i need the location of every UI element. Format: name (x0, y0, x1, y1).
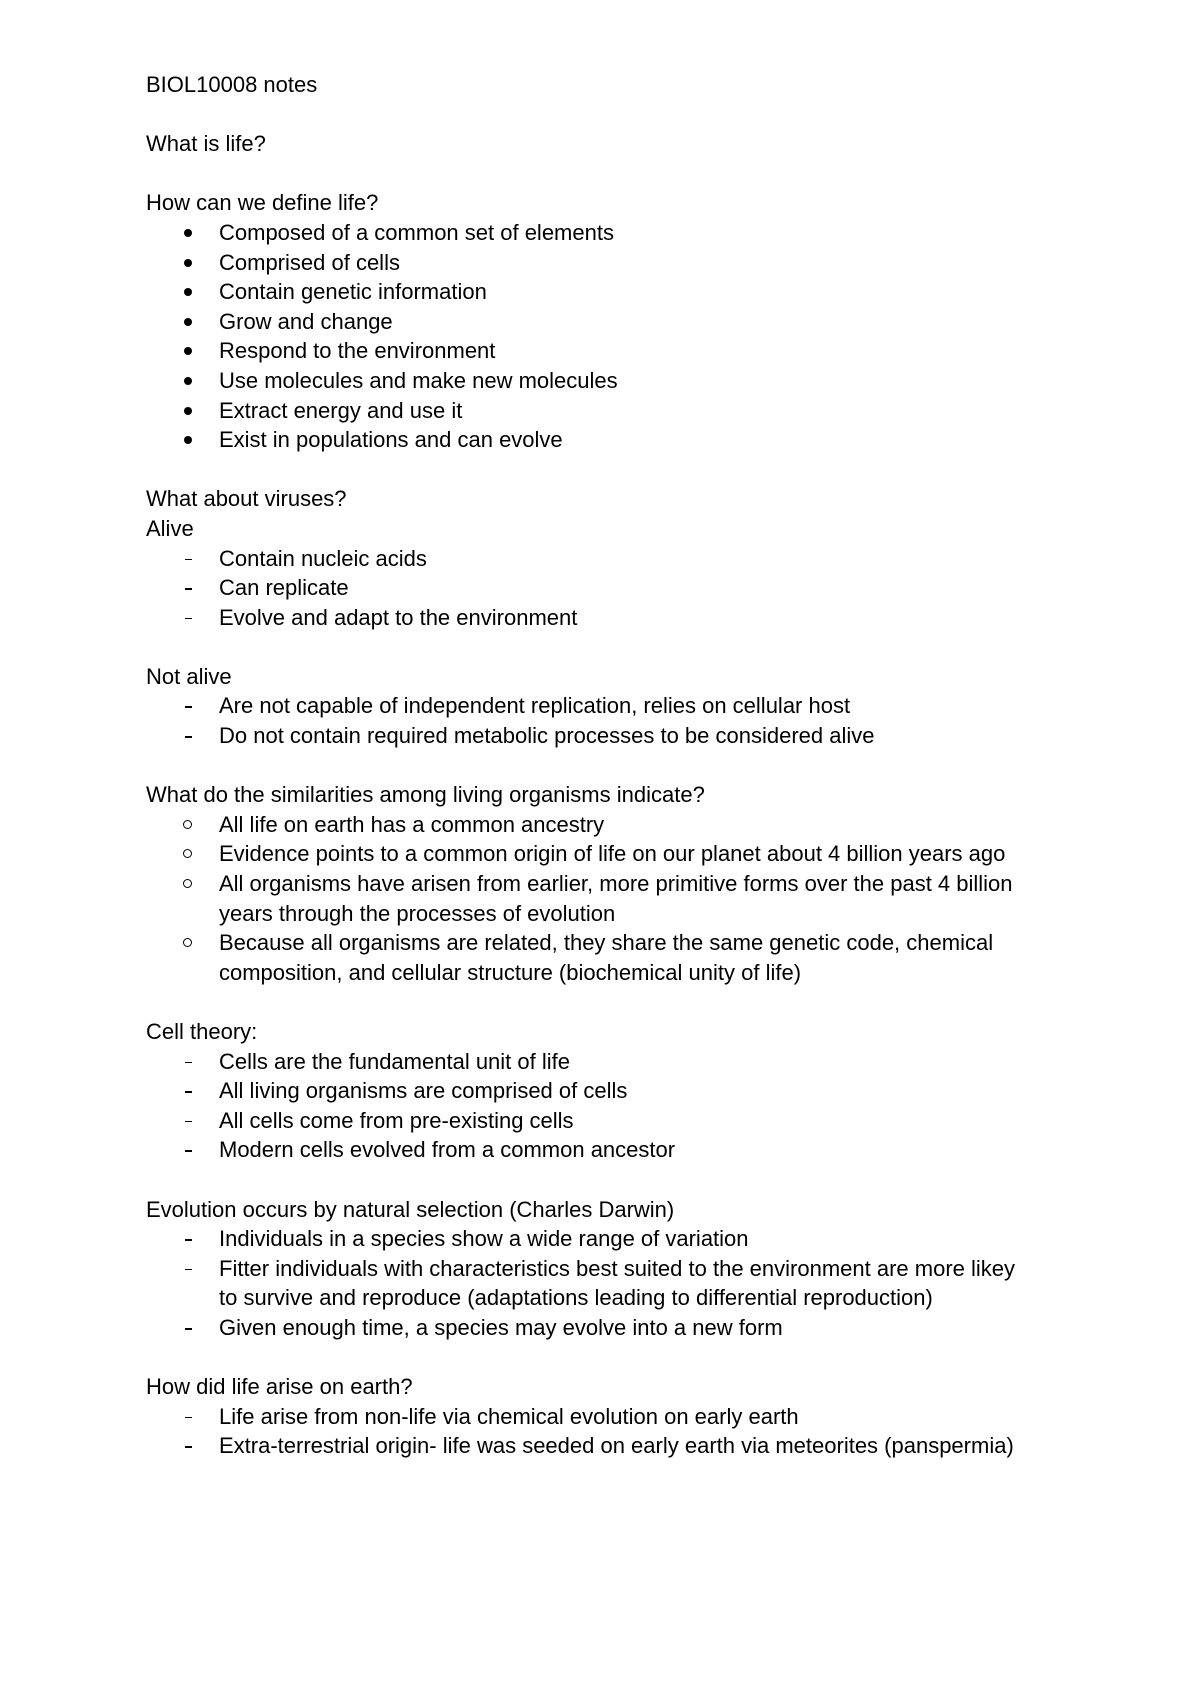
list-item-text: Life arise from non-life via chemical evolution on early earth (219, 1403, 799, 1429)
not-alive-list (146, 691, 1066, 750)
dash-icon (185, 1446, 192, 1448)
list-item-text: Comprised of cells (219, 249, 400, 275)
define-life-list (146, 218, 1066, 455)
bullet-icon (184, 436, 192, 444)
list-item-text: All cells come from pre-existing cells (219, 1107, 574, 1133)
bullet-icon (184, 407, 192, 415)
list-item-text: Individuals in a species show a wide range of variation (219, 1226, 749, 1252)
list-item-text: All life on earth has a common ancestry (219, 811, 605, 837)
circle-bullet-icon (183, 849, 192, 858)
list-item (146, 1254, 1066, 1313)
list-item (146, 218, 1066, 248)
dash-icon (185, 1091, 192, 1093)
list-item-text: Evolve and adapt to the environment (219, 604, 578, 630)
heading-define-life: How can we define life? (146, 190, 379, 216)
document-title: BIOL10008 notes (146, 72, 318, 97)
subheading-alive: Alive (146, 515, 194, 541)
heading-evolution: Evolution occurs by natural selection (Charles Darwin) (146, 1196, 675, 1222)
list-item (146, 1431, 1066, 1461)
list-item (146, 691, 1066, 721)
spacer (146, 632, 1066, 662)
dash-icon (185, 736, 192, 738)
list-item-text: Given enough time, a species may evolve into a new form (219, 1314, 783, 1340)
list-item (146, 1224, 1066, 1254)
dash-icon (185, 1328, 192, 1330)
bullet-icon (184, 318, 192, 326)
list-item (146, 336, 1066, 366)
list-item (146, 366, 1066, 396)
dash-icon (185, 1150, 192, 1152)
list-item-text: Respond to the environment (219, 338, 496, 364)
list-item-text: Grow and change (219, 308, 393, 334)
circle-bullet-icon (183, 820, 192, 829)
list-item-text: Extra-terrestrial origin- life was seeded on early earth via meteorites (panspermia) (219, 1433, 1014, 1459)
list-item (146, 544, 1066, 574)
spacer (146, 455, 1066, 485)
list-item-text-continued: to survive and reproduce (adaptations leading to differential reproduction) (219, 1285, 933, 1311)
list-item-text: All living organisms are comprised of cells (219, 1078, 628, 1104)
spacer (146, 751, 1066, 781)
list-item-text: Fitter individuals with characteristics best suited to the environment are more likey (219, 1255, 1016, 1281)
list-item (146, 1402, 1066, 1432)
list-item-text: Because all organisms are related, they share the same genetic code, chemical (219, 930, 994, 956)
bullet-icon (184, 288, 192, 296)
list-item (146, 1076, 1066, 1106)
list-item (146, 1047, 1066, 1077)
cell-theory-list (146, 1047, 1066, 1165)
bullet-icon (184, 347, 192, 355)
list-item (146, 1106, 1066, 1136)
list-item (146, 721, 1066, 751)
circle-bullet-icon (183, 938, 192, 947)
list-item-text: Cells are the fundamental unit of life (219, 1048, 570, 1074)
dash-icon (185, 1062, 192, 1064)
list-item-text-continued: years through the processes of evolution (219, 900, 616, 926)
bullet-icon (184, 259, 192, 267)
bullet-icon (184, 377, 192, 385)
heading-viruses: What about viruses? (146, 486, 347, 512)
spacer (146, 1165, 1066, 1195)
list-item (146, 1313, 1066, 1343)
list-item-text: All organisms have arisen from earlier, more primitive forms over the past 4 billion (219, 871, 1013, 897)
subheading-not-alive: Not alive (146, 663, 232, 689)
list-item-text: Composed of a common set of elements (219, 219, 614, 245)
list-item-text: Extract energy and use it (219, 397, 463, 423)
list-item-text: Contain genetic information (219, 279, 487, 305)
list-item (146, 396, 1066, 426)
dash-icon (185, 1121, 192, 1123)
list-item (146, 425, 1066, 455)
dash-icon (185, 588, 192, 590)
heading-origin: How did life arise on earth? (146, 1374, 413, 1400)
list-item-text: Modern cells evolved from a common ancestor (219, 1137, 676, 1163)
list-item (146, 1135, 1066, 1165)
list-item-text: Contain nucleic acids (219, 545, 427, 571)
dash-icon (185, 1239, 192, 1241)
list-item-text-continued: composition, and cellular structure (biochemical unity of life) (219, 959, 802, 985)
list-item (146, 277, 1066, 307)
list-item (146, 869, 1066, 928)
spacer (146, 987, 1066, 1017)
spacer (146, 1343, 1066, 1373)
list-item-text: Evidence points to a common origin of life on our planet about 4 billion years ago (219, 841, 1006, 867)
list-item-text: Are not capable of independent replication, relies on cellular host (219, 693, 851, 719)
similarities-list (146, 810, 1066, 988)
dash-icon (185, 618, 192, 620)
spacer (146, 159, 1066, 189)
heading-cell-theory: Cell theory: (146, 1019, 258, 1044)
dash-icon (185, 559, 192, 561)
list-item-text: Can replicate (219, 575, 349, 601)
list-item-text: Do not contain required metabolic processes to be considered alive (219, 723, 875, 749)
heading-similarities: What do the similarities among living organisms indicate? (146, 782, 705, 808)
spacer (146, 100, 1066, 130)
list-item (146, 307, 1066, 337)
bullet-icon (184, 229, 192, 237)
dash-icon (185, 1269, 192, 1271)
circle-bullet-icon (183, 879, 192, 888)
document-page (146, 70, 1066, 1461)
dash-icon (185, 1417, 192, 1419)
dash-icon (185, 706, 192, 708)
list-item (146, 810, 1066, 840)
heading-what-is-life: What is life? (146, 131, 266, 157)
list-item (146, 573, 1066, 603)
list-item (146, 928, 1066, 987)
alive-list (146, 544, 1066, 633)
origin-list (146, 1402, 1066, 1461)
list-item (146, 603, 1066, 633)
list-item (146, 839, 1066, 869)
list-item (146, 248, 1066, 278)
list-item-text: Exist in populations and can evolve (219, 427, 563, 453)
evolution-list (146, 1224, 1066, 1342)
list-item-text: Use molecules and make new molecules (219, 367, 618, 393)
